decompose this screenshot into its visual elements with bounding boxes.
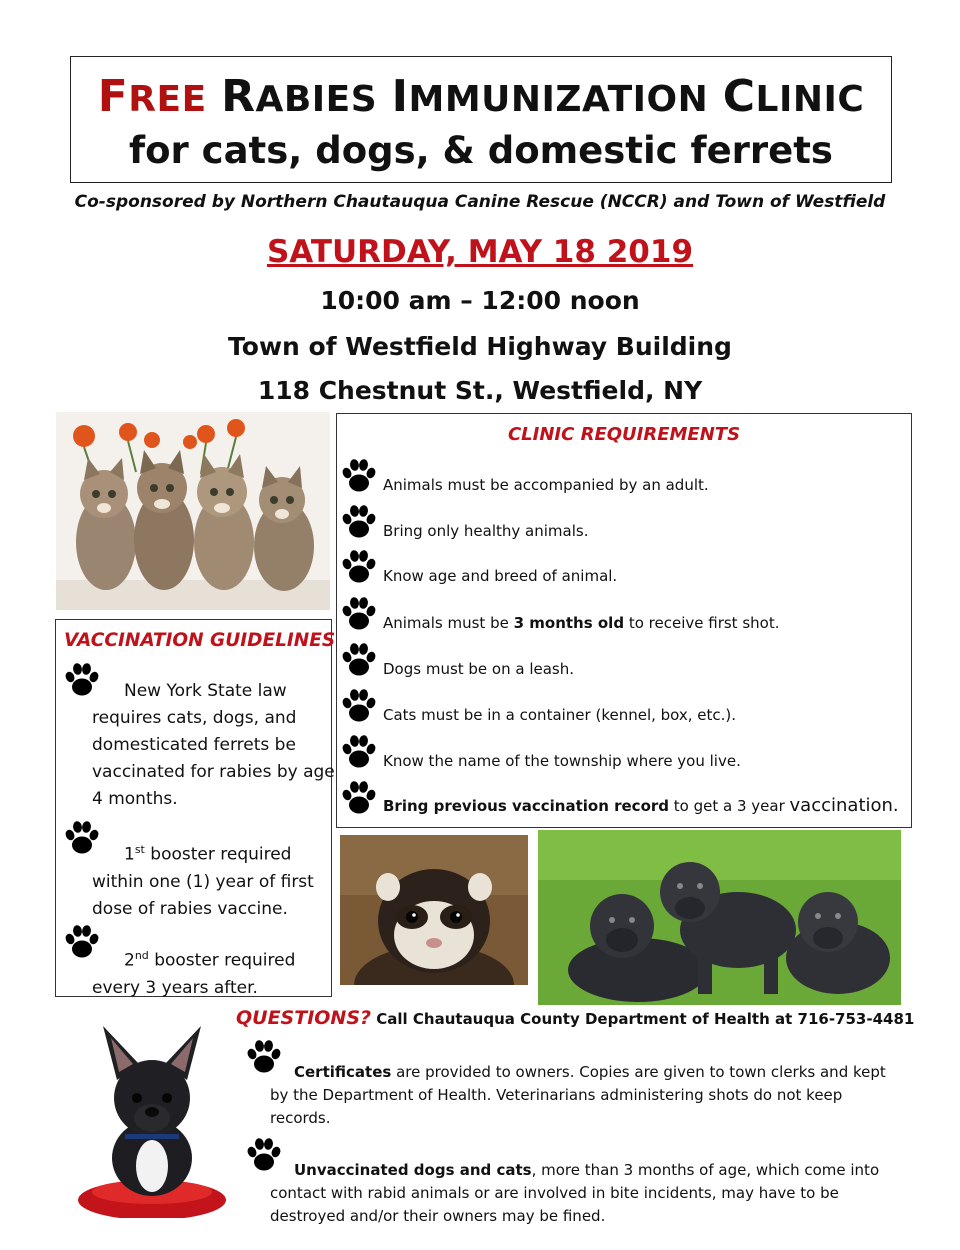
paw-print-icon bbox=[339, 732, 379, 772]
clinic-requirements-box bbox=[336, 413, 912, 828]
kittens-photo bbox=[56, 412, 330, 610]
list-item: Know age and breed of animal. bbox=[339, 547, 617, 587]
questions-label: QUESTIONS? bbox=[236, 1007, 372, 1029]
list-item: Cats must be in a container (kennel, box, etc.). bbox=[339, 686, 736, 726]
event-date: SATURDAY, MAY 18 2019 bbox=[266, 234, 694, 270]
questions-line bbox=[236, 1007, 914, 1029]
list-item: Know the name of the township where you live. bbox=[339, 732, 741, 772]
paw-print-icon bbox=[339, 778, 379, 818]
list-item: Bring only healthy animals. bbox=[339, 502, 588, 542]
list-item: Dogs must be on a leash. bbox=[339, 640, 574, 680]
list-item: Animals must be 3 months old to receive first shot. bbox=[339, 594, 779, 634]
french-bulldog-photo bbox=[73, 1020, 231, 1218]
paw-print-icon bbox=[339, 594, 379, 634]
ferret-photo bbox=[340, 835, 528, 985]
page-subtitle: for cats, dogs, & domestic ferrets bbox=[129, 129, 833, 172]
certificates-paragraph: Certificates are provided to owners. Copies are given to town clerks and kept by the Department of Health. Veterinarians administering shots do not keep records. bbox=[244, 1037, 894, 1132]
vaccination-title: VACCINATION GUIDELINES bbox=[64, 630, 336, 651]
event-venue: Town of Westfield Highway Building bbox=[228, 332, 732, 361]
event-address: 118 Chestnut St., Westfield, NY bbox=[257, 376, 703, 405]
vaccination-guidelines-box: VACCINATION GUIDELINES New York State law requires cats, dogs, and domesticated ferrets be vaccinated for rabies by age 4 months. 1st booster required within one (1) year of first dose of rabies vaccine. 2nd booster required every 3 years after. bbox=[55, 619, 332, 997]
event-time: 10:00 am – 12:00 noon bbox=[320, 286, 640, 315]
page-title: FREE RABIES IMMUNIZATION CLINIC bbox=[97, 71, 865, 122]
paw-print-icon bbox=[339, 456, 379, 496]
cosponsor-line: Co-sponsored by Northern Chautauqua Canine Rescue (NCCR) and Town of Westfield bbox=[74, 192, 886, 212]
paw-print-icon bbox=[339, 640, 379, 680]
paw-print-icon bbox=[339, 502, 379, 542]
paw-print-icon bbox=[339, 547, 379, 587]
questions-contact: Call Chautauqua County Department of Health at 716-753-4481 bbox=[371, 1010, 915, 1028]
list-item: Animals must be accompanied by an adult. bbox=[339, 456, 709, 496]
requirements-title: CLINIC REQUIREMENTS bbox=[507, 424, 741, 445]
paw-print-icon bbox=[339, 686, 379, 726]
list-item: Bring previous vaccination record to get a 3 year vaccination. bbox=[339, 778, 899, 818]
title-box bbox=[70, 56, 892, 183]
unvaccinated-paragraph: Unvaccinated dogs and cats, more than 3 months of age, which come into contact with rabid animals or are involved in bite incidents, may have to be destroyed and/or their owners may be fined. bbox=[244, 1135, 894, 1230]
puppies-photo bbox=[538, 830, 901, 1005]
